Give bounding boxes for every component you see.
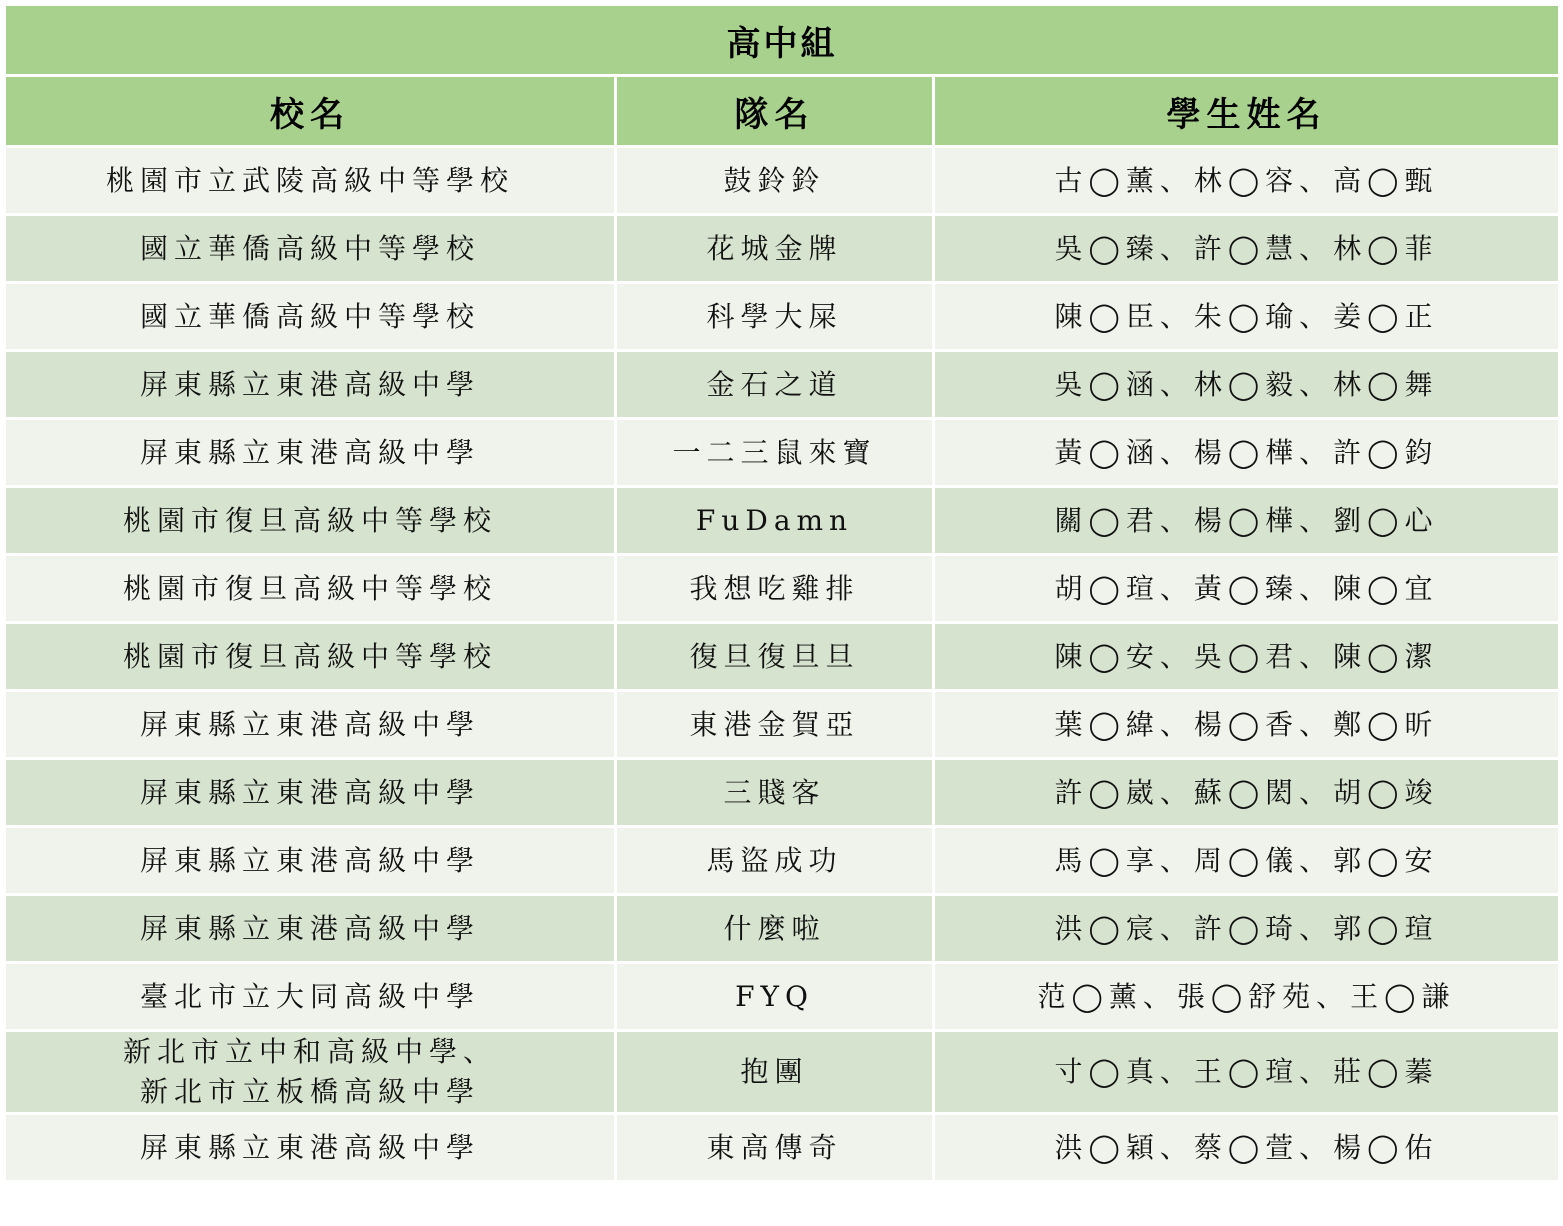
cell-team: 復旦復旦旦 [616,623,934,691]
school-name-line: 臺北市立大同高級中學 [139,979,480,1013]
cell-students: 胡◯瑄、黃◯臻、陳◯宜 [934,555,1560,623]
cell-team: 我想吃雞排 [616,555,934,623]
cell-students: 陳◯安、吳◯君、陳◯潔 [934,623,1560,691]
cell-students: 關◯君、楊◯樺、劉◯心 [934,487,1560,555]
cell-team: 金石之道 [616,351,934,419]
table-row [5,351,1560,419]
table-row [5,827,1560,895]
cell-team: 一二三鼠來寶 [616,419,934,487]
cell-students: 古◯薰、林◯容、高◯甄 [934,147,1560,215]
cell-students: 吳◯涵、林◯毅、林◯舞 [934,351,1560,419]
school-name-line: 屏東縣立東港高級中學 [139,1130,480,1164]
school-name-line: 新北市立板橋高級中學 [139,1075,480,1108]
cell-students: 許◯崴、蘇◯閎、胡◯竣 [934,759,1560,827]
cell-team: 東港金賀亞 [616,691,934,759]
cell-team: 抱團 [616,1031,934,1114]
cell-team: 東高傳奇 [616,1114,934,1182]
cell-students: 吳◯臻、許◯慧、林◯菲 [934,215,1560,283]
cell-team: 什麼啦 [616,895,934,963]
school-name-line: 屏東縣立東港高級中學 [139,775,480,809]
cell-students: 馬◯享、周◯儀、郭◯安 [934,827,1560,895]
school-name-line: 屏東縣立東港高級中學 [139,707,480,741]
cell-students: 陳◯臣、朱◯瑜、姜◯正 [934,283,1560,351]
cell-team: FYQ [616,963,934,1031]
cell-students: 范◯薰、張◯舒苑、王◯謙 [934,963,1560,1031]
table-row [5,691,1560,759]
column-header-row [5,76,1560,147]
school-name-line: 屏東縣立東港高級中學 [139,367,480,401]
column-header-team: 隊名 [616,76,934,147]
school-name-line: 屏東縣立東港高級中學 [139,843,480,877]
cell-students: 葉◯緯、楊◯香、鄭◯昕 [934,691,1560,759]
table-row [5,1031,1560,1114]
school-name-line: 屏東縣立東港高級中學 [139,911,480,945]
cell-school [5,623,616,691]
table-container [3,3,1558,1183]
cell-school [5,1031,616,1114]
cell-team: 花城金牌 [616,215,934,283]
table-row [5,147,1560,215]
table-body [5,147,1560,1182]
table-title-row [5,5,1560,76]
cell-school [5,827,616,895]
cell-school [5,487,616,555]
cell-students: 洪◯宸、許◯琦、郭◯瑄 [934,895,1560,963]
cell-school [5,283,616,351]
cell-school [5,351,616,419]
cell-team: 科學大屎 [616,283,934,351]
table-row [5,759,1560,827]
table-title: 高中組 [5,5,1560,76]
table-row [5,623,1560,691]
cell-students: 寸◯真、王◯瑄、莊◯蓁 [934,1031,1560,1114]
cell-team: 鼓鈴鈴 [616,147,934,215]
cell-school [5,963,616,1031]
cell-school [5,1114,616,1182]
school-name-line: 桃園市復旦高級中等學校 [122,639,497,673]
table-row [5,215,1560,283]
table-row [5,895,1560,963]
cell-team: 馬盜成功 [616,827,934,895]
column-header-students: 學生姓名 [934,76,1560,147]
column-header-school: 校名 [5,76,616,147]
cell-students: 洪◯穎、蔡◯萱、楊◯佑 [934,1114,1560,1182]
cell-school [5,691,616,759]
school-name-line: 國立華僑高級中等學校 [139,231,480,265]
table-row [5,1114,1560,1182]
school-name-line: 國立華僑高級中等學校 [139,299,480,333]
team-table [3,3,1561,1183]
school-name-line: 新北市立中和高級中學、 [122,1035,497,1068]
school-name-line: 桃園市復旦高級中等學校 [122,503,497,537]
cell-team: FuDamn [616,487,934,555]
cell-students: 黃◯涵、楊◯樺、許◯鈞 [934,419,1560,487]
cell-school [5,419,616,487]
school-name-line: 桃園市立武陵高級中等學校 [105,163,514,197]
cell-team: 三賤客 [616,759,934,827]
school-name-line: 屏東縣立東港高級中學 [139,435,480,469]
table-row [5,419,1560,487]
cell-school [5,215,616,283]
school-name-line: 桃園市復旦高級中等學校 [122,571,497,605]
cell-school [5,895,616,963]
table-row [5,963,1560,1031]
table-row [5,555,1560,623]
table-row [5,487,1560,555]
cell-school [5,147,616,215]
table-row [5,283,1560,351]
cell-school [5,555,616,623]
cell-school [5,759,616,827]
